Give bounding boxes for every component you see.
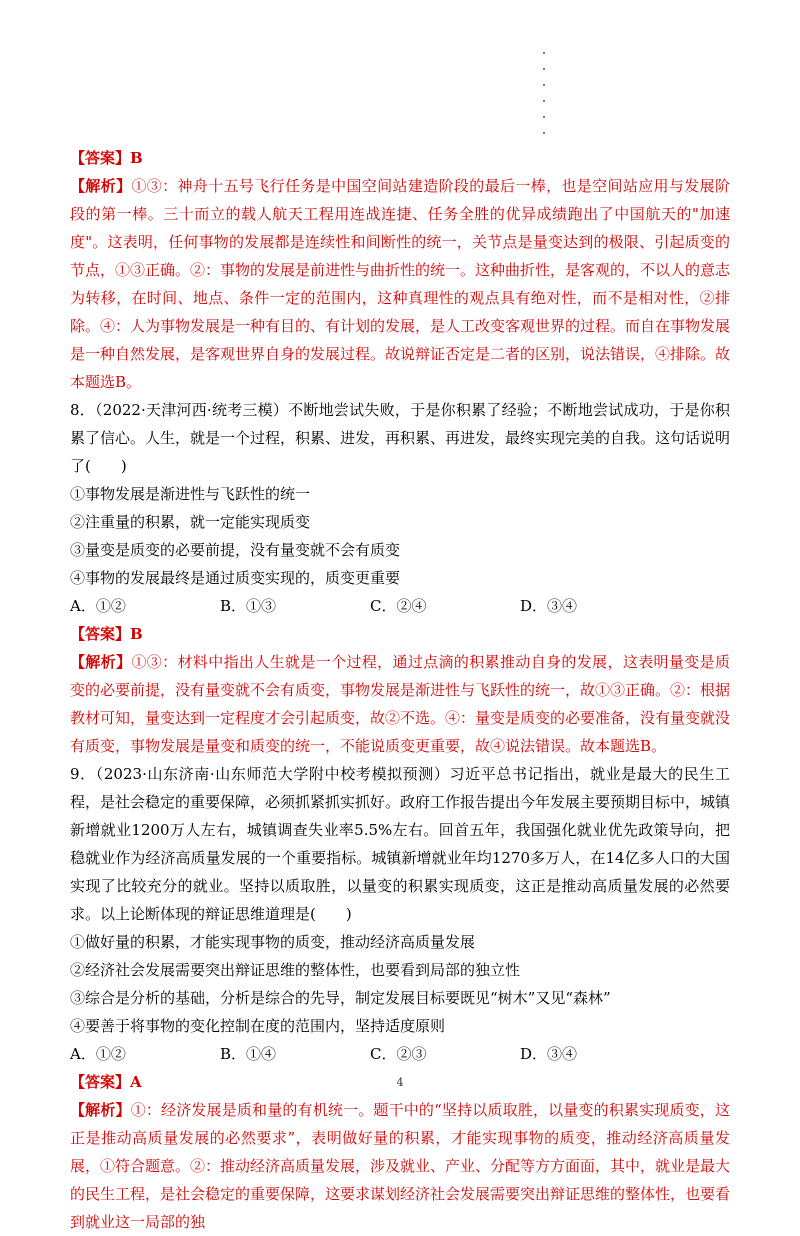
option-c: C．②③ <box>370 1045 427 1063</box>
question-item: ④要善于将事物的变化控制在度的范围内，坚持适度原则 <box>70 1017 446 1035</box>
question-item: ②经济社会发展需要突出辩证思维的整体性，也要看到局部的独立性 <box>70 961 521 979</box>
answer-label: 【答案】 <box>70 149 131 167</box>
analysis-label: 【解析】 <box>70 653 132 671</box>
answer-label: 【答案】 <box>70 1073 131 1091</box>
option-d: D．③④ <box>520 1045 578 1063</box>
answer-line <box>70 144 730 172</box>
question-item: ④事物的发展最终是通过质变实现的，质变更重要 <box>70 569 401 587</box>
analysis-text: ①③：神舟十五号飞行任务是中国空间站建造阶段的最后一棒，也是空间站应用与发展阶段的第一棒。三十而立的载人航天工程用连战连捷、任务全胜的优异成绩跑出了中国航天的"加速度"。这表明，任何事物的发展都是连续性和间断性的统一，关节点是量变达到的极限、引起质变的节点，①③正确。②：事物的发展是前进性与曲折性的统一。这种曲折性，是客观的，不以人的意志为转移，在时间、地点、条件一定的范围内，这种真理性的观点具有绝对性，而不是相对性，②排除。④：人为事物发展是一种有目的、有计划的发展，是人工改变客观世界的过程。而自在事物发展是一种自然发展，是客观世界自身的发展过程。故说辩证否定是二者的区别，说法错误，④排除。故本题选B。 <box>70 177 731 391</box>
option-a: A．①② <box>70 1045 126 1063</box>
analysis-paragraph <box>70 1096 730 1236</box>
answer-line <box>70 620 730 648</box>
question-item: ②注重量的积累，就一定能实现质变 <box>70 513 311 531</box>
option-d: D．③④ <box>520 597 578 615</box>
question-item: ①事物发展是渐进性与飞跃性的统一 <box>70 485 311 503</box>
options-row <box>70 1040 730 1068</box>
analysis-label: 【解析】 <box>70 177 132 195</box>
page-number: 4 <box>396 1076 404 1089</box>
option-c: C．②④ <box>370 597 427 615</box>
answer-value: B <box>130 625 143 643</box>
analysis-label: 【解析】 <box>70 1101 131 1119</box>
answer-label: 【答案】 <box>70 625 131 643</box>
question-stem: 8．（2022·天津河西·统考三模）不断地尝试失败，于是你积累了经验；不断地尝试成功，于是你积累了信心。人生，就是一个过程，积累、进发，再积累、再进发，最终实现完美的自我。这句话说明了( ) <box>70 401 731 475</box>
question-item: ①做好量的积累，才能实现事物的质变，推动经济高质量发展 <box>70 933 476 951</box>
answer-value: B <box>130 149 143 167</box>
option-b: B．①④ <box>220 1045 277 1063</box>
answer-value: A <box>130 1073 142 1091</box>
question-item: ③量变是质变的必要前提，没有量变就不会有质变 <box>70 541 401 559</box>
option-b: B．①③ <box>220 597 277 615</box>
page-content <box>70 144 730 1236</box>
analysis-paragraph <box>70 172 730 396</box>
option-a: A．①② <box>70 597 126 615</box>
analysis-paragraph <box>70 648 730 760</box>
analysis-text: ①：经济发展是质和量的有机统一。题干中的“坚持以质取胜，以量变的积累实现质变，这正是推动高质量发展的必然要求”，表明做好量的积累，才能实现事物的质变，推动经济高质量发展，①符合题意。②：推动经济高质量发展，涉及就业、产业、分配等方方面面，其中，就业是最大的民生工程，是社会稳定的重要保障，这要求谋划经济社会发展需要突出辩证思维的整体性，也要看到就业这一局部的独 <box>70 1101 731 1231</box>
question-item: ③综合是分析的基础，分析是综合的先导，制定发展目标要既见“树木”又见“森林” <box>70 989 611 1007</box>
question-stem: 9．（2023·山东济南·山东师范大学附中校考模拟预测）习近平总书记指出，就业是最大的民生工程，是社会稳定的重要保障，必须抓紧抓实抓好。政府工作报告提出今年发展主要预期目标中，城镇新增就业1200万人左右，城镇调查失业率5.5%左右。回首五年，我国强化就业优先政策导向，把稳就业作为经济高质量发展的一个重要指标。城镇新增就业年均1270多万人，在14亿多人口的大国实现了比较充分的就业。坚持以质取胜，以量变的积累实现质变，这正是推动高质量发展的必然要求。以上论断体现的辩证思维道理是( ) <box>70 765 731 923</box>
margin-dots <box>541 52 547 148</box>
analysis-text: ①③：材料中指出人生就是一个过程，通过点滴的积累推动自身的发展，这表明量变是质变的必要前提，没有量变就不会有质变，事物发展是渐进性与飞跃性的统一，故①③正确。②：根据教材可知，量变达到一定程度才会引起质变，故②不选。④：量变是质变的必要准备，没有量变就没有质变，事物发展是量变和质变的统一，不能说质变更重要，故④说法错误。故本题选B。 <box>70 653 731 755</box>
options-row <box>70 592 730 620</box>
